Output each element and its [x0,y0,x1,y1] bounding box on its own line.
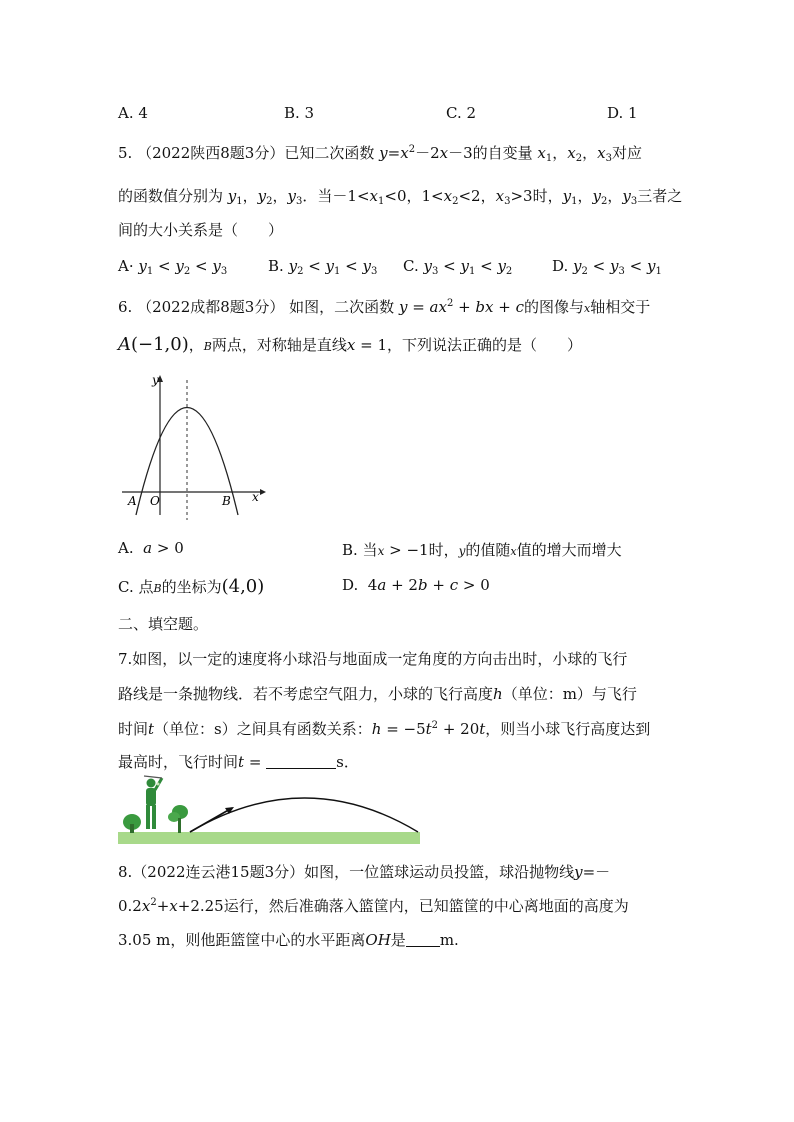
q7-line-1: 7.如图，以一定的速度将小球沿与地面成一定角度的方向击出时，小球的飞行 [118,650,628,668]
q5-source: （2022陕西8题3分） [137,144,285,162]
q5-line-2: 的函数值分别为 $y_1$，$y_2$，$y_3$．当$-1<x_1<0$，$1<x_2<2$，$x_3>3$时，$y_1$，$y_2$，$y_3$三者之 [118,187,683,207]
q4-option-b[interactable]: B. 3 [284,104,315,122]
q8-line-3: 3.05 m，则他距篮筐中心的水平距离OH是 m. [118,931,459,949]
q4-option-c[interactable]: C. 2 [446,104,477,122]
section-2-title: 二、填空题。 [118,615,209,633]
q7-answer-blank[interactable] [266,754,336,769]
q6-stem-c: 轴相交于 [590,298,651,316]
q5-line-3: 间的大小关系是（ ） [118,221,284,239]
q6-options-row-2 [0,576,794,600]
q5-stem-b: 的自变量 [472,144,533,162]
q5-option-c[interactable]: C. $y_3 < y_1 < y_2$ [403,257,513,277]
q5-option-a[interactable]: $A\cdot y_1 < y_2 < y_3$ [118,257,228,277]
q5-option-b[interactable]: B. $y_2 < y_1 < y_3$ [268,257,378,277]
q7-line-4: 最高时，飞行时间t = s． [118,753,359,771]
q6-line-1: 6. （2022成都8题3分） 如图，二次函数 $y = ax^2$ + bx + c的图像与x轴相交于 [118,298,651,316]
q4-options [0,104,794,128]
q5-line-1: 5. （2022陕西8题3分）已知二次函数 $y=x^2-2x-3$的自变量 $x_1$，$x_2$，$x_3$对应 [118,144,642,164]
q6-option-c[interactable]: C. 点B的坐标为(4,0) [118,576,265,597]
q7-golf-illustration [118,774,422,846]
q6-stem-b: 的图像与 [524,298,585,316]
q5-line2-c: 时， [532,187,563,205]
q6-line-2: A(−1,0)，B两点，对称轴是直线x = 1，下列说法正确的是（ ） [118,334,583,355]
q6-line2-a: ， [188,336,204,354]
x-axis-arrow [260,489,266,495]
q5-option-d[interactable]: D. $y_2 < y_3 < y_1$ [552,257,662,277]
q6-line2-c: ，下列说法正确的是（ ） [387,336,583,354]
q6-source: （2022成都8题3分） [137,298,285,316]
q5-number: 5. [118,144,133,162]
q5-stem-c: 对应 [611,144,642,162]
q4-option-a[interactable]: A. 4 [118,104,148,122]
q8-line-2: $0.2x^2+x+2.25$运行，然后准确落入篮筐内，已知篮筐的中心离地面的高度为 [118,897,629,915]
q5-options [0,257,794,281]
q6-options-row-1 [0,539,794,563]
q7-line-3: 时间t（单位：s）之间具有函数关系：$h = -5t^2 + 20t$，则当小球飞行高度达到 [118,720,651,738]
q6-parabola-graph [112,370,272,520]
q6-option-a[interactable]: A. a > 0 [118,539,184,557]
q6-number: 6. [118,298,133,316]
q7-line-2: 路线是一条抛物线．若不考虑空气阻力，小球的飞行高度h（单位：m）与飞行 [118,685,637,703]
y-axis-label: y [152,373,159,387]
golfer-icon [144,776,162,829]
flight-path [190,798,418,832]
q6-stem: 如图，二次函数 [289,298,395,316]
point-b-label: B [222,494,231,508]
q5-stem: 已知二次函数 [284,144,375,162]
q6-option-d[interactable]: D. 4a + 2b + c > 0 [342,576,490,594]
q4-option-d[interactable]: D. 1 [607,104,638,122]
q8-line-1: 8.（2022连云港15题3分）如图，一位篮球运动员投篮，球沿抛物线y=－ [118,863,611,881]
point-a-label: A [128,494,137,508]
x-axis-label: x [252,490,259,504]
q6-line2-b: 两点，对称轴是直线 [211,336,347,354]
q5-line2-d: 三者之 [637,187,683,205]
q5-line2-b: ．当 [302,187,333,205]
q6-option-b[interactable]: B. 当x > −1时，y的值随x值的增大而增大 [342,541,622,559]
q8-answer-blank[interactable] [406,932,440,947]
q5-line2-text: 的函数值分别为 [118,187,224,205]
origin-label: O [150,494,160,508]
ground [118,832,420,844]
